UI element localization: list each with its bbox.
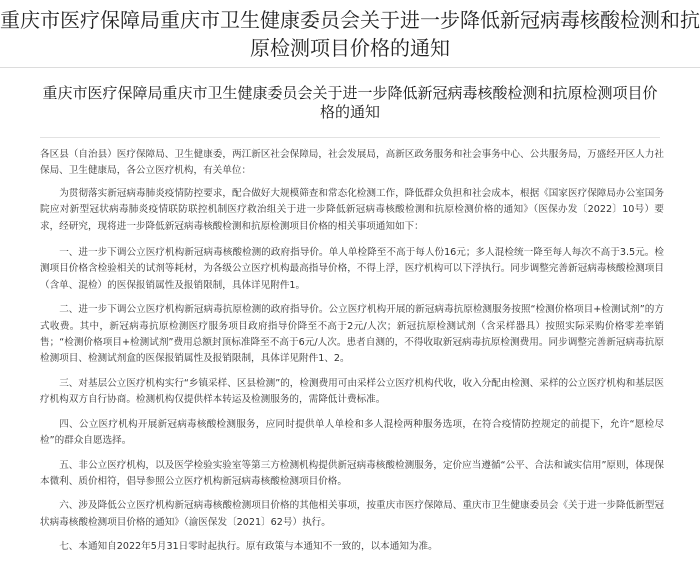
title-divider bbox=[0, 67, 700, 68]
intro-paragraph: 为贯彻落实新冠病毒肺炎疫情防控要求，配合做好大规模筛查和常态化检测工作，降低群众负担和社会成本，根据《国家医疗保障局办公室国务院应对新型冠状病毒肺炎疫情联防联控机制医疗救治组关于进一步降低新冠病毒核酸检测和抗原检测价格的通知》（医保办发〔2022〕10号）要求，经研究，现将进一步降低新冠病毒核酸检测和抗原检测项目价格的相关事项通知如下： bbox=[40, 187, 664, 232]
document-divider bbox=[40, 137, 660, 138]
item-paragraph-5: 五、非公立医疗机构，以及医学检验实验室等第三方检测机构提供新冠病毒核酸检测服务，定价应当遵循“公平、合法和诚实信用”原则，体现保本微利、质价相符，倡导参照公立医疗机构新冠病毒核酸检测项目价格。 bbox=[40, 459, 664, 487]
salutation-paragraph: 各区县（自治县）医疗保障局、卫生健康委，两江新区社会保障局，社会发展局，高新区政务服务和社会事务中心、公共服务局，万盛经开区人力社保局、卫生健康局，各公立医疗机构，有关单位： bbox=[40, 149, 664, 177]
item-paragraph-4: 四、公立医疗机构开展新冠病毒核酸检测服务，应同时提供单人单检和多人混检两种服务选项，在符合疫情防控规定的前提下，允许“愿检尽检”的群众自愿选择。 bbox=[40, 418, 664, 447]
page-title: 重庆市医疗保障局重庆市卫生健康委员会关于进一步降低新冠病毒核酸检测和抗原检测项目价格的通知 bbox=[0, 8, 700, 60]
item-paragraph-3: 三、对基层公立医疗机构实行“乡镇采样、区县检测”的，检测费用可由采样公立医疗机构代收，收入分配由检测、采样的公立医疗机构和基层医疗机构双方自行协商。检测机构仅提供样本转运及检测服务的，需降低计费标准。 bbox=[40, 377, 664, 406]
document-body bbox=[40, 147, 664, 564]
item-paragraph-7: 七、本通知自2022年5月31日零时起执行。原有政策与本通知不一致的，以本通知为准。 bbox=[59, 541, 438, 553]
document-title: 重庆市医疗保障局重庆市卫生健康委员会关于进一步降低新冠病毒核酸检测和抗原检测项目价格的通知 bbox=[42, 84, 658, 121]
item-paragraph-6: 六、涉及降低公立医疗机构新冠病毒核酸检测项目价格的其他相关事项，按重庆市医疗保障局、重庆市卫生健康委员会《关于进一步降低新型冠状病毒核酸检测项目价格的通知》（渝医保发〔2021〕62号）执行。 bbox=[40, 500, 664, 528]
item-paragraph-2: 二、进一步下调公立医疗机构新冠病毒抗原检测的政府指导价。公立医疗机构开展的新冠病毒抗原检测服务按照“检测价格项目+检测试剂”的方式收费。其中，新冠病毒抗原检测医疗服务项目政府指导价降至不高于2元/人次；新冠抗原检测试剂（含采样器具）按照实际采购价格零差率销售；“检测价格项目+检测试剂”费用总额封顶标准降至不高于6元/人次。患者自测的，不得收取新冠病毒抗原检测费用。同步调整完善新冠病毒抗原检测项目、检测试剂盒的医保报销属性及报销限制，具体详见附件1、2。 bbox=[40, 304, 664, 365]
item-paragraph-1: 一、进一步下调公立医疗机构新冠病毒核酸检测的政府指导价。单人单检降至不高于每人份16元；多人混检统一降至每人每次不高于3.5元。检测项目价格含检验相关的试剂等耗材，为各级公立医疗机构最高指导价格，不得上浮，医疗机构可以下浮执行。同步调整完善新冠病毒核酸检测项目（含单、混检）的医保报销属性及报销限制，具体详见附件1。 bbox=[40, 247, 664, 291]
